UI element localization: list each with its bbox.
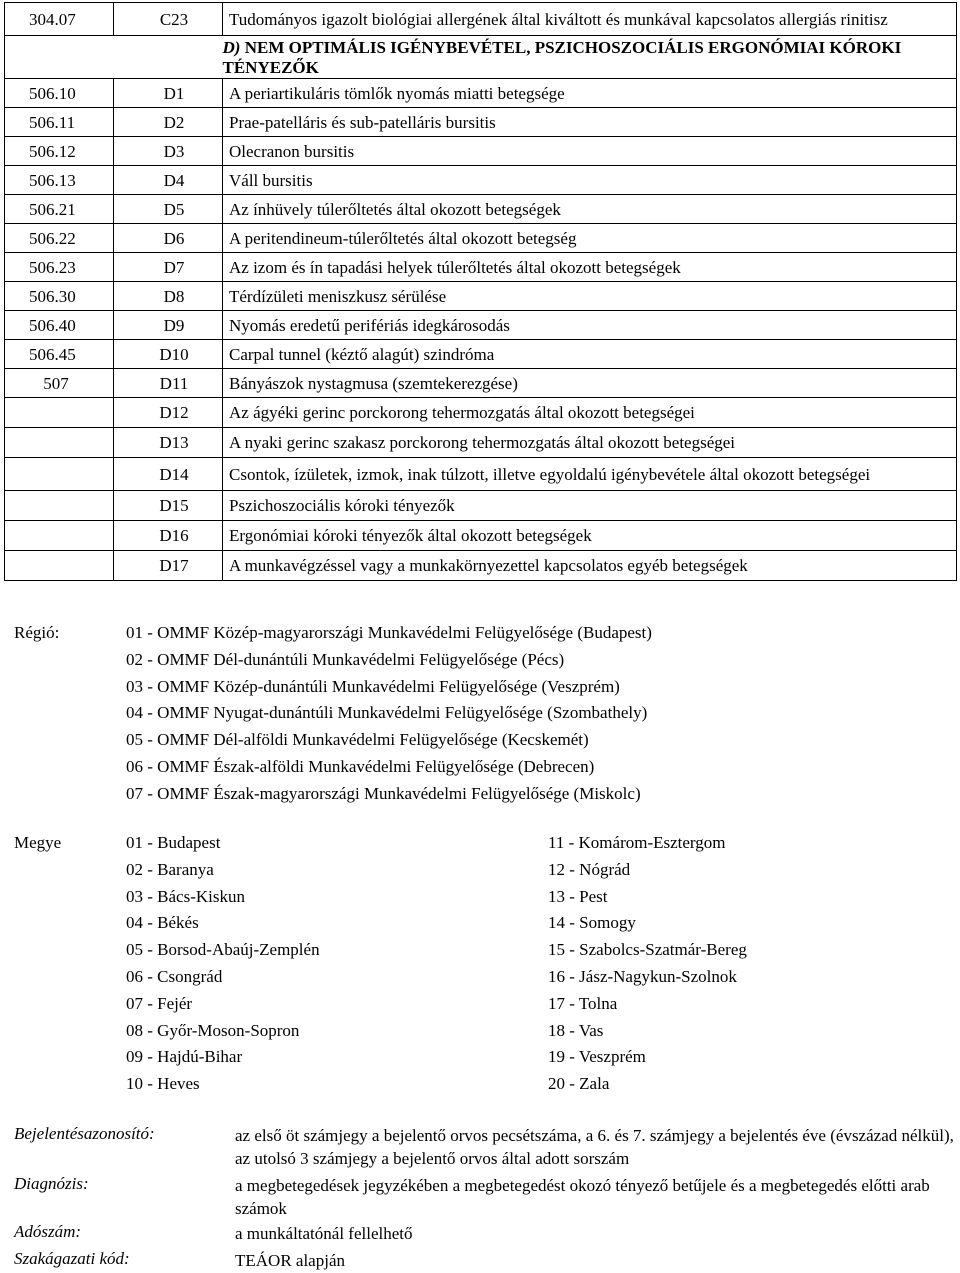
megye-item: 15 - Szabolcs-Szatmár-Bereg — [548, 940, 747, 960]
row-code: 506.13 — [5, 166, 114, 195]
row-code: 506.12 — [5, 137, 114, 166]
row-description: Az izom és ín tapadási helyek túlerőltetés által okozott betegségek — [223, 253, 957, 282]
row-description: A munkavégzéssel vagy a munkakörnyezettel kapcsolatos egyéb betegségek — [223, 551, 957, 581]
footer-value: a munkáltatónál fellelhető — [235, 1224, 413, 1243]
row-code — [5, 491, 114, 521]
row-id: D11 — [114, 369, 223, 398]
disease-table — [4, 2, 957, 581]
row-code: 506.40 — [5, 311, 114, 340]
table-row — [5, 491, 957, 521]
row-code: 506.45 — [5, 340, 114, 369]
megye-item: 04 - Békés — [126, 913, 199, 933]
footer-value: TEÁOR alapján — [235, 1251, 345, 1270]
regio-label: Régió: — [14, 623, 60, 642]
row-id: D13 — [114, 428, 223, 458]
row-description: Olecranon bursitis — [223, 137, 957, 166]
table-row — [5, 458, 957, 491]
megye-item: 14 - Somogy — [548, 913, 636, 933]
row-id: D15 — [114, 491, 223, 521]
row-description: Carpal tunnel (kéztő alagút) szindróma — [223, 340, 957, 369]
row-id: D17 — [114, 551, 223, 581]
row-id: D3 — [114, 137, 223, 166]
row-description: Csontok, ízületek, izmok, inak túlzott, illetve egyoldalú igénybevétele által okozott betegségei — [223, 458, 957, 491]
table-row — [5, 253, 957, 282]
row-code: 506.22 — [5, 224, 114, 253]
row-description: Bányászok nystagmusa (szemtekerezgése) — [223, 369, 957, 398]
row-description: Az ágyéki gerinc porckorong tehermozgatás által okozott betegségei — [223, 398, 957, 428]
row-description: Nyomás eredetű perifériás idegkárosodás — [223, 311, 957, 340]
row-description: Prae-patelláris és sub-patelláris bursitis — [223, 108, 957, 137]
row-id: D5 — [114, 195, 223, 224]
table-row — [5, 195, 957, 224]
regio-list — [126, 623, 826, 811]
megye-item: 12 - Nógrád — [548, 859, 631, 879]
table-row — [5, 340, 957, 369]
row-description: Tudományos igazolt biológiai allergének által kiváltott és munkával kapcsolatos allergiás rinitisz — [223, 3, 957, 36]
megye-list-right — [548, 833, 948, 1101]
table-row — [5, 137, 957, 166]
regio-item: 07 - OMMF Észak-magyarországi Munkavédelmi Felügyelősége (Miskolc) — [126, 783, 641, 803]
megye-item: 19 - Veszprém — [548, 1047, 646, 1067]
row-id: D6 — [114, 224, 223, 253]
regio-item: 04 - OMMF Nyugat-dunántúli Munkavédelmi Felügyelősége (Szombathely) — [126, 703, 648, 723]
table-row — [5, 521, 957, 551]
footer-label: Szakágazati kód: — [14, 1249, 130, 1268]
table-row — [5, 3, 957, 36]
row-id: D4 — [114, 166, 223, 195]
footer-value: a megbetegedések jegyzékében a megbetegedést okozó tényező betűjele és a megbetegedés előtti arab számok — [235, 1176, 930, 1218]
table-row — [5, 369, 957, 398]
table-row — [5, 551, 957, 581]
megye-item: 17 - Tolna — [548, 993, 618, 1013]
row-description: Pszichoszociális kóroki tényezők — [223, 491, 957, 521]
row-code: 506.30 — [5, 282, 114, 311]
megye-label: Megye — [14, 833, 62, 852]
row-code — [5, 398, 114, 428]
row-code: 506.10 — [5, 79, 114, 108]
footer-label: Diagnózis: — [14, 1174, 89, 1193]
row-code: 304.07 — [5, 3, 114, 36]
row-id: D7 — [114, 253, 223, 282]
table-row — [5, 282, 957, 311]
megye-item: 09 - Hajdú-Bihar — [126, 1047, 243, 1067]
megye-item: 02 - Baranya — [126, 859, 214, 879]
row-description: A nyaki gerinc szakasz porckorong tehermozgatás által okozott betegségei — [223, 428, 957, 458]
row-id: D10 — [114, 340, 223, 369]
row-id: D14 — [114, 458, 223, 491]
row-code — [5, 551, 114, 581]
regio-item: 05 - OMMF Dél-alföldi Munkavédelmi Felügyelősége (Kecskemét) — [126, 730, 589, 750]
table-row — [5, 428, 957, 458]
row-code: 506.11 — [5, 108, 114, 137]
megye-item: 03 - Bács-Kiskun — [126, 886, 245, 906]
row-code — [5, 36, 114, 79]
row-id: D1 — [114, 79, 223, 108]
megye-list-left — [126, 833, 526, 1101]
row-code: 507 — [5, 369, 114, 398]
table-row — [5, 36, 957, 79]
table-row — [5, 79, 957, 108]
row-code — [5, 521, 114, 551]
row-code — [5, 428, 114, 458]
footer-label: Adószám: — [14, 1222, 82, 1241]
row-description: A peritendineum-túlerőltetés által okozott betegség — [223, 224, 957, 253]
row-description — [223, 36, 957, 79]
footer-label: Bejelentésazonosító: — [14, 1124, 155, 1143]
row-code — [5, 458, 114, 491]
table-row — [5, 311, 957, 340]
footer-value: az első öt számjegy a bejelentő orvos pecsétszáma, a 6. és 7. számjegy a bejelentés éve (évszázad nélkül), az utolsó 3 számjegy a bejelentő orvos által adott sorszám — [235, 1126, 954, 1168]
row-id — [114, 36, 223, 79]
megye-item: 20 - Zala — [548, 1074, 610, 1094]
row-description: Ergonómiai kóroki tényezők által okozott betegségek — [223, 521, 957, 551]
megye-item: 18 - Vas — [548, 1020, 604, 1040]
section-heading: NEM OPTIMÁLIS IGÉNYBEVÉTEL, PSZICHOSZOCIÁLIS ERGONÓMIAI KÓROKI TÉNYEZŐK — [222, 38, 902, 77]
megye-item: 16 - Jász-Nagykun-Szolnok — [548, 966, 737, 986]
row-description: Váll bursitis — [223, 166, 957, 195]
row-id: D8 — [114, 282, 223, 311]
row-code: 506.21 — [5, 195, 114, 224]
table-row — [5, 166, 957, 195]
megye-item: 05 - Borsod-Abaúj-Zemplén — [126, 940, 320, 960]
megye-item: 13 - Pest — [548, 886, 608, 906]
table-row — [5, 224, 957, 253]
row-description: A periartikuláris tömlők nyomás miatti betegsége — [223, 79, 957, 108]
row-description: Térdízületi meniszkusz sérülése — [223, 282, 957, 311]
megye-item: 06 - Csongrád — [126, 966, 223, 986]
megye-item: 08 - Győr-Moson-Sopron — [126, 1020, 300, 1040]
megye-item: 01 - Budapest — [126, 833, 221, 852]
regio-item: 02 - OMMF Dél-dunántúli Munkavédelmi Felügyelősége (Pécs) — [126, 649, 565, 669]
row-id: D16 — [114, 521, 223, 551]
table-row — [5, 108, 957, 137]
megye-item: 10 - Heves — [126, 1074, 200, 1094]
megye-item: 07 - Fejér — [126, 993, 193, 1013]
row-description: Az ínhüvely túlerőltetés által okozott betegségek — [223, 195, 957, 224]
row-id: D9 — [114, 311, 223, 340]
row-id: C23 — [114, 3, 223, 36]
table-row — [5, 398, 957, 428]
section-letter: D) — [222, 38, 241, 57]
regio-item: 03 - OMMF Közép-dunántúli Munkavédelmi Felügyelősége (Veszprém) — [126, 676, 620, 696]
row-id: D2 — [114, 108, 223, 137]
megye-item: 11 - Komárom-Esztergom — [548, 833, 726, 852]
regio-item: 06 - OMMF Észak-alföldi Munkavédelmi Felügyelősége (Debrecen) — [126, 756, 595, 776]
row-code: 506.23 — [5, 253, 114, 282]
regio-item: 01 - OMMF Közép-magyarországi Munkavédelmi Felügyelősége (Budapest) — [126, 623, 652, 642]
row-id: D12 — [114, 398, 223, 428]
